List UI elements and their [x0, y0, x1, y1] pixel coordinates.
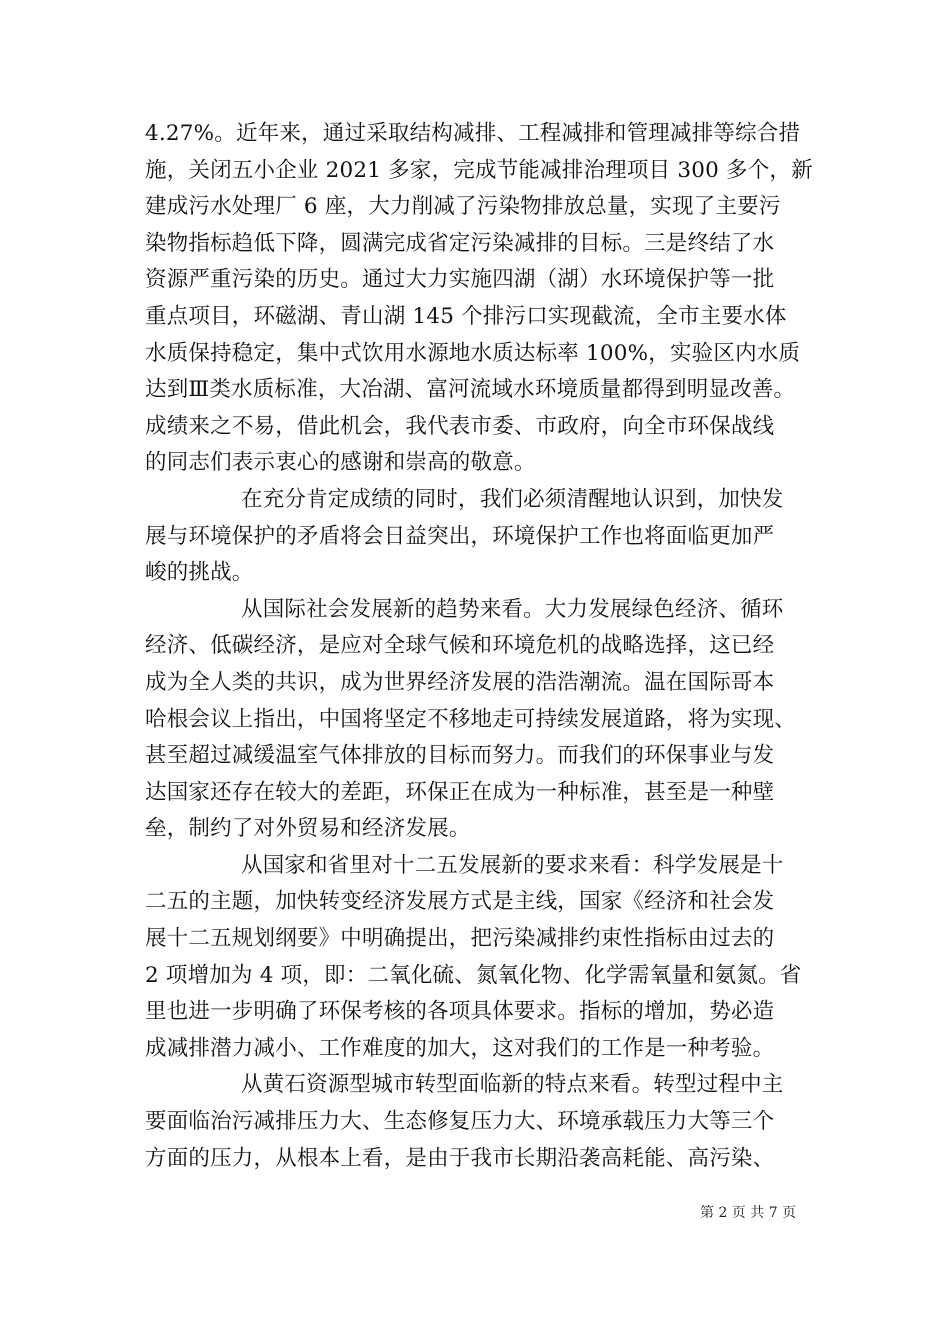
text-line: 成为全人类的共识，成为世界经济发展的浩浩潮流。温在国际哥本	[145, 669, 775, 695]
text-line: 甚至超过减缓温室气体排放的目标而努力。而我们的环保事业与发	[145, 743, 775, 769]
text-line: 峻的挑战。	[145, 560, 254, 586]
text-line: 要面临治污减排压力大、生态修复压力大、环境承载压力大等三个	[145, 1109, 775, 1135]
text-line: 建成污水处理厂 6 座，大力削减了污染物排放总量，实现了主要污	[145, 194, 781, 220]
text-line: 方面的压力，从根本上看，是由于我市长期沿袭高耗能、高污染、	[145, 1145, 775, 1171]
paragraph-first-line: 在充分肯定成绩的同时，我们必须清醒地认识到，加快发	[241, 486, 784, 512]
text-line: 4.27%。近年来，通过采取结构减排、工程减排和管理减排等综合措	[145, 121, 801, 146]
text-line: 哈根会议上指出，中国将坚定不移地走可持续发展道路，将为实现、	[145, 706, 797, 732]
page-number-footer: 第 2 页 共 7 页	[700, 1205, 797, 1221]
paragraph-first-line: 从国际社会发展新的趋势来看。大力发展绿色经济、循环	[241, 596, 784, 622]
text-line: 2 项增加为 4 项，即：二氧化硫、氮氧化物、化学需氧量和氨氮。省	[145, 962, 802, 988]
document-body	[145, 116, 825, 1177]
paragraph-first-line: 从国家和省里对十二五发展新的要求来看：科学发展是十	[241, 852, 784, 878]
text-line: 里也进一步明确了环保考核的各项具体要求。指标的增加，势必造	[145, 999, 775, 1025]
text-line: 成减排潜力减小、工作难度的加大，这对我们的工作是一种考验。	[145, 1035, 775, 1061]
text-line: 施，关闭五小企业 2021 多家，完成节能减排治理项目 300 多个，新	[145, 157, 813, 183]
text-line: 重点项目，环磁湖、青山湖 145 个排污口实现截流，全市主要水体	[145, 303, 787, 329]
text-line: 达国家还存在较大的差距，环保正在成为一种标准，甚至是一种壁	[145, 779, 775, 805]
text-line: 垒，制约了对外贸易和经济发展。	[145, 816, 471, 842]
text-line: 水质保持稳定，集中式饮用水源地水质达标率 100%，实验区内水质	[145, 340, 801, 366]
text-line: 达到Ⅲ类水质标准，大冶湖、富河流域水环境质量都得到明显改善。	[145, 377, 796, 403]
text-line: 展十二五规划纲要》中明确提出，把污染减排约束性指标由过去的	[145, 926, 775, 952]
text-line: 的同志们表示衷心的感谢和崇高的敬意。	[145, 450, 536, 476]
text-line: 资源严重污染的历史。通过大力实施四湖（湖）水环境保护等一批	[145, 267, 775, 293]
text-line: 二五的主题，加快转变经济发展方式是主线，国家《经济和社会发	[145, 889, 775, 915]
text-line: 成绩来之不易，借此机会，我代表市委、市政府，向全市环保战线	[145, 413, 775, 439]
text-line: 染物指标趋低下降，圆满完成省定污染减排的目标。三是终结了水	[145, 230, 775, 256]
paragraph-first-line: 从黄石资源型城市转型面临新的特点来看。转型过程中主	[241, 1072, 784, 1098]
text-line: 经济、低碳经济，是应对全球气候和环境危机的战略选择，这已经	[145, 633, 775, 659]
text-line: 展与环境保护的矛盾将会日益突出，环境保护工作也将面临更加严	[145, 523, 775, 549]
